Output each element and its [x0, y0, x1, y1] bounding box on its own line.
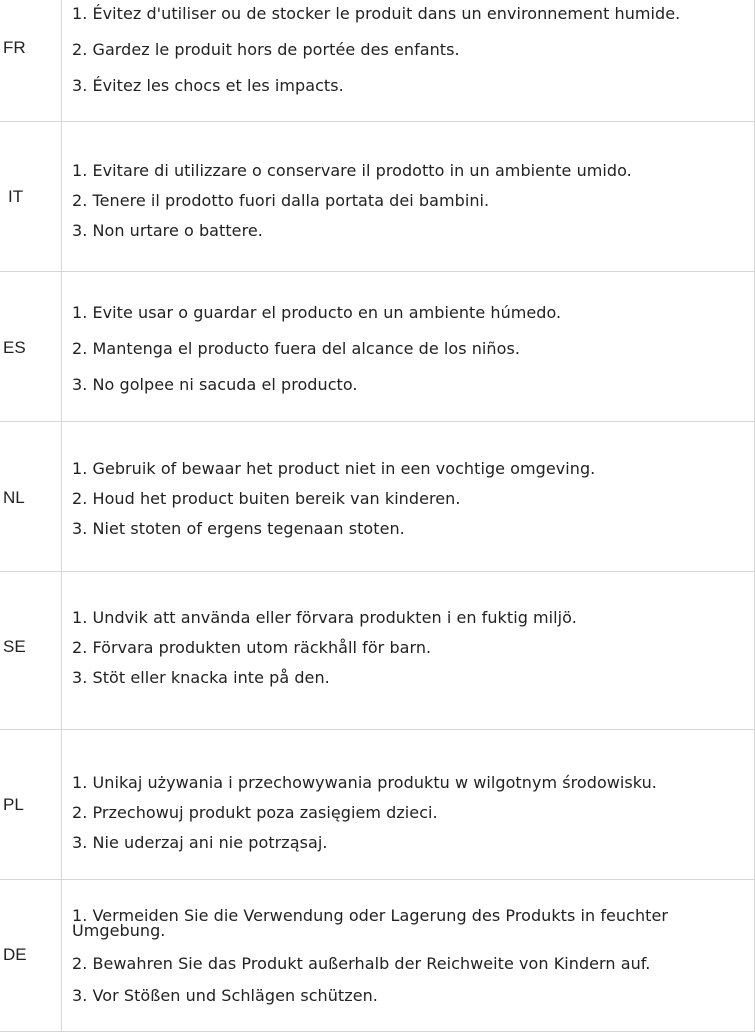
- language-code-cell: [0, 880, 62, 1031]
- instruction-item: 2. Mantenga el producto fuera del alcance de los niños.: [72, 339, 520, 358]
- table-row-nl: [0, 422, 755, 572]
- table-row-es: [0, 272, 755, 422]
- language-code-cell: [0, 730, 62, 879]
- instruction-item: 2. Przechowuj produkt poza zasięgiem dzieci.: [72, 803, 438, 822]
- instructions-cell: [62, 0, 755, 121]
- language-code: FR: [3, 38, 26, 57]
- instruction-item: 2. Bewahren Sie das Produkt außerhalb der Reichweite von Kindern auf.: [72, 954, 651, 973]
- language-code-cell: [0, 0, 62, 121]
- table-row-se: [0, 572, 755, 730]
- instruction-item: 3. Évitez les chocs et les impacts.: [72, 76, 344, 95]
- language-code-cell: [0, 272, 62, 421]
- table-row-pl: [0, 730, 755, 880]
- instructions-cell: [62, 122, 755, 271]
- language-code: DE: [3, 945, 27, 964]
- instruction-item: 1. Evitare di utilizzare o conservare il prodotto in un ambiente umido.: [72, 161, 632, 180]
- table-row-de: [0, 880, 755, 1032]
- instruction-item: 2. Houd het product buiten bereik van kinderen.: [72, 489, 461, 508]
- instruction-item: 3. No golpee ni sacuda el producto.: [72, 375, 358, 394]
- instruction-item: 3. Stöt eller knacka inte på den.: [72, 668, 330, 687]
- instructions-cell: [62, 730, 755, 879]
- instruction-item: 2. Gardez le produit hors de portée des enfants.: [72, 40, 460, 59]
- instructions-cell: [62, 880, 755, 1031]
- table-row-fr: [0, 0, 755, 122]
- instruction-item: 3. Non urtare o battere.: [72, 221, 263, 240]
- table-row-it: [0, 122, 755, 272]
- language-code: PL: [3, 795, 24, 814]
- instruction-item: 1. Évitez d'utiliser ou de stocker le produit dans un environnement humide.: [72, 4, 681, 23]
- instructions-cell: [62, 572, 755, 729]
- instruction-item: 2. Förvara produkten utom räckhåll för barn.: [72, 638, 432, 657]
- instructions-cell: [62, 272, 755, 421]
- instruction-item: 1. Undvik att använda eller förvara produkten i en fuktig miljö.: [72, 608, 577, 627]
- language-code-cell: [0, 122, 62, 271]
- instruction-item: 2. Tenere il prodotto fuori dalla portata dei bambini.: [72, 191, 490, 210]
- language-code-cell: [0, 422, 62, 571]
- language-code: ES: [3, 338, 26, 357]
- instruction-item: 3. Nie uderzaj ani nie potrząsaj.: [72, 833, 328, 852]
- instruction-item: 1. Gebruik of bewaar het product niet in een vochtige omgeving.: [72, 459, 596, 478]
- instruction-item: 3. Niet stoten of ergens tegenaan stoten.: [72, 519, 405, 538]
- instruction-item: 1. Vermeiden Sie die Verwendung oder Lagerung des Produkts in feuchter Umgebung.: [72, 906, 668, 940]
- language-code: IT: [8, 187, 24, 206]
- language-code: SE: [3, 637, 26, 656]
- instruction-item: 1. Evite usar o guardar el producto en un ambiente húmedo.: [72, 303, 562, 322]
- instruction-item: 1. Unikaj używania i przechowywania produktu w wilgotnym środowisku.: [72, 773, 657, 792]
- language-code: NL: [3, 488, 25, 507]
- instruction-item: 3. Vor Stößen und Schlägen schützen.: [72, 986, 378, 1005]
- instructions-cell: [62, 422, 755, 571]
- language-code-cell: [0, 572, 62, 729]
